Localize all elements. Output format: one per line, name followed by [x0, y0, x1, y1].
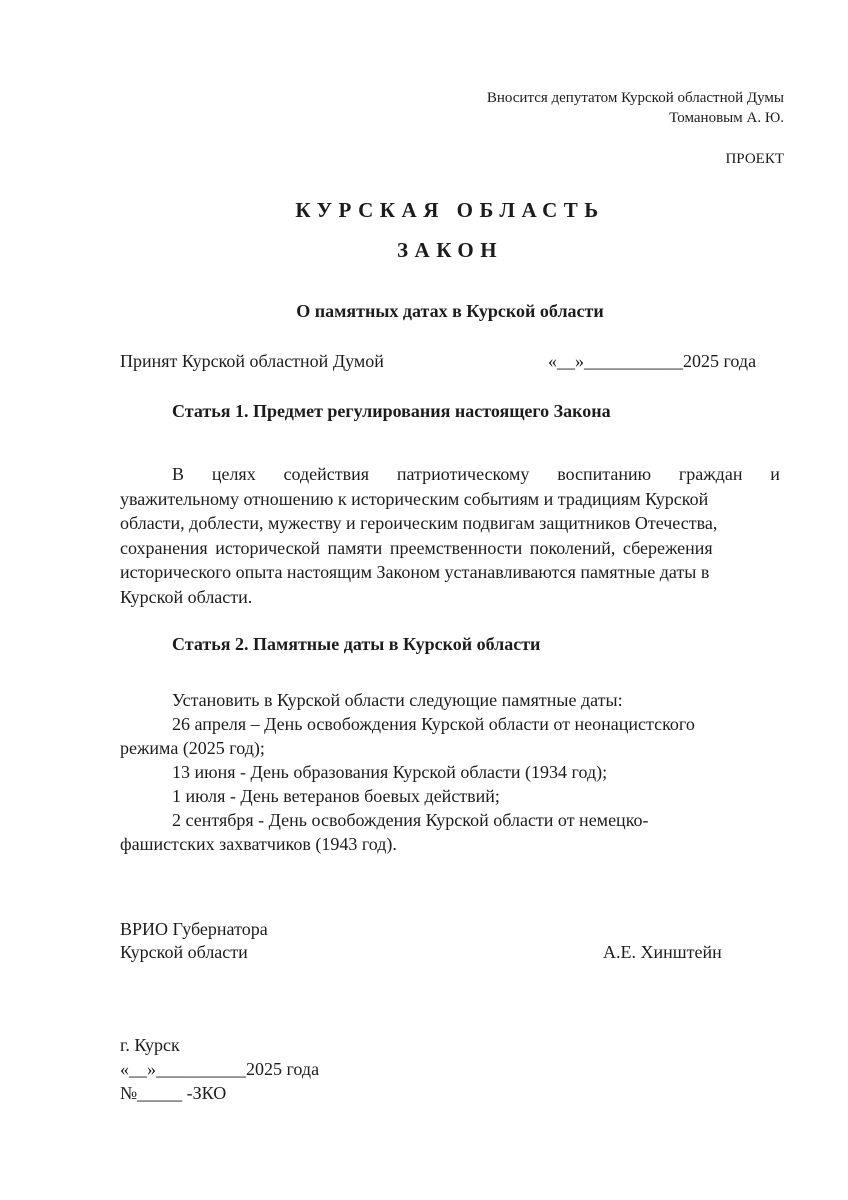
submitted-by-line1: Вносится депутатом Курской областной Думы: [486, 90, 784, 106]
article1-line: области, доблести, мужеству и героическим подвигам защитников Отечества,: [120, 513, 718, 533]
draft-label: ПРОЕКТ: [725, 151, 784, 167]
word: воспитанию: [557, 464, 652, 484]
article2-heading: Статья 2. Памятные даты в Курской области: [172, 634, 541, 654]
article2-list: [120, 688, 780, 856]
doc-type-title: ЗАКОН: [396, 238, 504, 262]
date-item-line2: режима (2025 год);: [120, 738, 265, 758]
submitted-by-line2: Томановым А. Ю.: [669, 110, 784, 126]
article1-text: [120, 462, 780, 609]
date-item-line2: фашистских захватчиков (1943 год).: [120, 834, 397, 854]
article1-heading: Статья 1. Предмет регулирования настоящего Закона: [172, 401, 611, 421]
word: граждан: [678, 464, 743, 484]
adoption-date-blank: «__»___________2025 года: [548, 351, 757, 371]
signature-position-line1: ВРИО Губернатора: [120, 919, 268, 939]
article1-line: Курской области.: [120, 586, 253, 607]
article1-line: сохранения исторической памяти преемственности поколений, сбережения: [120, 537, 713, 558]
word: и: [770, 464, 780, 484]
adopted-by: Принят Курской областной Думой: [120, 351, 384, 371]
word: патриотическому: [396, 464, 530, 484]
article1-first-line: [120, 462, 780, 487]
word: В: [172, 464, 185, 484]
signature-name: А.Е. Хинштейн: [603, 942, 722, 962]
region-title: КУРСКАЯ ОБЛАСТЬ: [295, 198, 605, 222]
date-item-line1: 26 апреля – День освобождения Курской области от неонацистского: [172, 714, 695, 734]
word: содействия: [283, 464, 370, 484]
date-item-line1: 13 июня - День образования Курской области (1934 год);: [172, 762, 608, 782]
signature-position-line2: Курской области: [120, 942, 248, 962]
date-item-line1: 1 июля - День ветеранов боевых действий;: [172, 786, 500, 806]
article2-intro: Установить в Курской области следующие памятные даты:: [172, 690, 623, 710]
footer-number-blank: №_____ -ЗКО: [120, 1083, 227, 1103]
article1-line: уважительному отношению к историческим событиям и традициям Курской: [120, 488, 709, 509]
law-name: О памятных датах в Курской области: [296, 301, 604, 321]
word: целях: [211, 464, 256, 484]
footer-date-blank: «__»__________2025 года: [120, 1059, 320, 1079]
date-item-line1: 2 сентября - День освобождения Курской области от немецко-: [172, 810, 649, 830]
article1-line: исторического опыта настоящим Законом устанавливаются памятные даты в: [120, 562, 710, 582]
footer-city: г. Курск: [120, 1035, 180, 1055]
